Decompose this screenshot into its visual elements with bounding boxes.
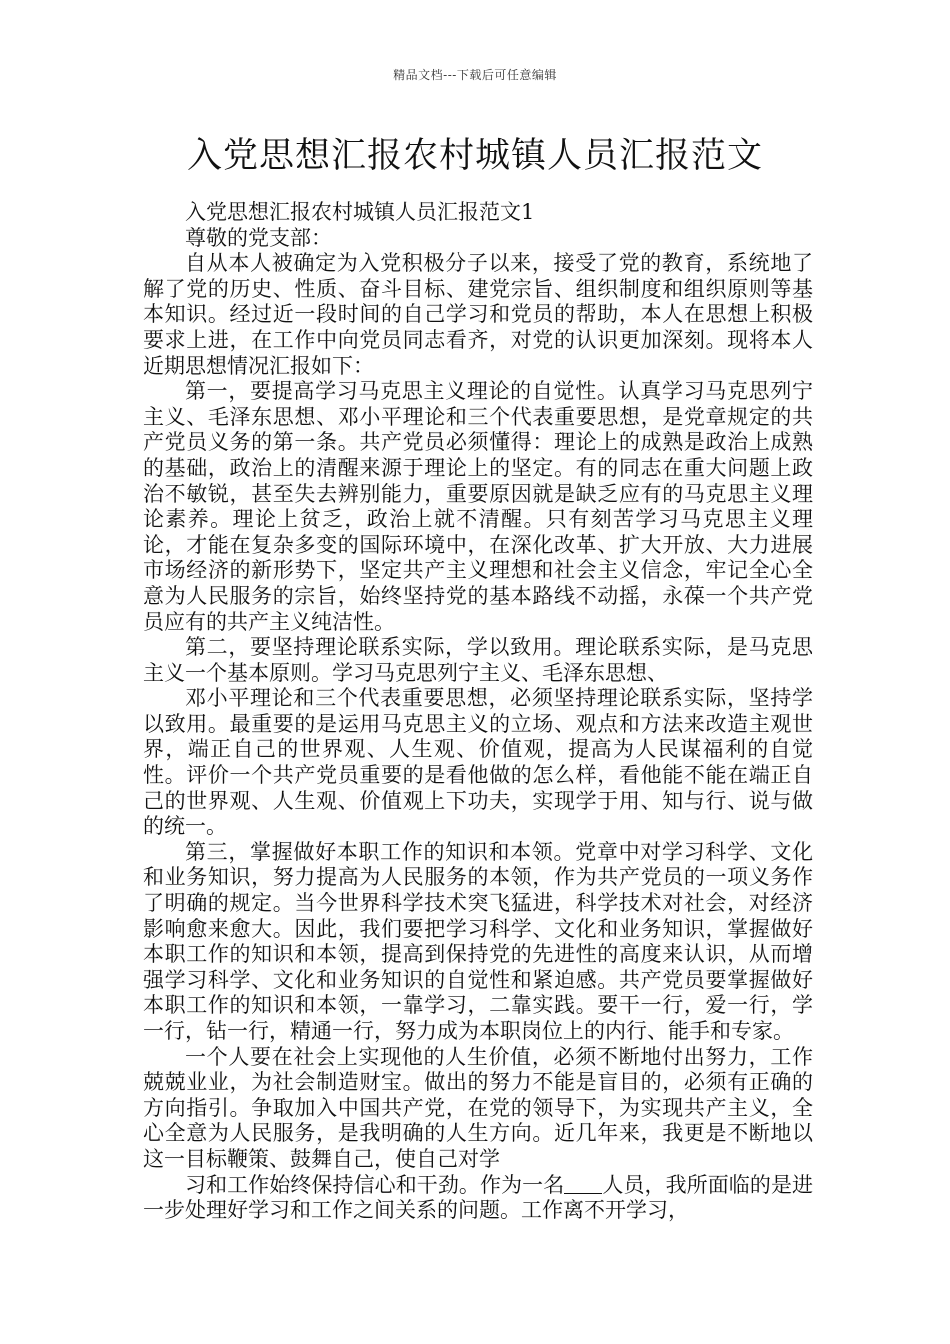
paragraph-fourth: 一个人要在社会上实现他的人生价值，必须不断地付出努力，工作兢兢业业，为社会制造财宝。做出的努力不能是盲目的，必须有正确的方向指引。争取加入中国共产党，在党的领导下，为实现共产主义，全心全意为人民服务，是我明确的人生方向。近几年来，我更是不断地以这一目标鞭策、鼓舞自己，使自己对学 [143, 1044, 813, 1171]
document-title: 入党思想汇报农村城镇人员汇报范文 [186, 136, 763, 176]
paragraph-fifth [143, 1173, 813, 1224]
paragraph-first: 第一，要提高学习马克思主义理论的自觉性。认真学习马克思列宁主义、毛泽东思想、邓小平理论和三个代表重要思想，是党章规定的共产党员义务的第一条。共产党员必须懂得：理论上的成熟是政治上成熟的基础，政治上的清醒来源于理论上的坚定。有的同志在重大问题上政治不敏锐，甚至失去辨别能力，重要原因就是缺乏应有的马克思主义理论素养。理论上贫乏，政治上就不清醒。只有刻苦学习马克思主义理论，才能在复杂多变的国际环境中，在深化改革、扩大开放、大力进展市场经济的新形势下，坚定共产主义理想和社会主义信念，牢记全心全意为人民服务的宗旨，始终坚持党的基本路线不动摇，永葆一个共产党员应有的共产主义纯洁性。 [143, 379, 813, 634]
paragraph-intro: 自从本人被确定为入党积极分子以来，接受了党的教育，系统地了解了党的历史、性质、奋斗目标、建党宗旨、组织制度和组织原则等基本知识。经过近一段时间的自己学习和党员的帮助，本人在思想上积极要求上进，在工作中向党员同志看齐，对党的认识更加深刻。现将本人近期思想情况汇报如下： [143, 251, 813, 378]
document-body [143, 200, 813, 1224]
paragraph-fifth-after: 人员，我所面临的是进一步处理好学习和工作之间关系的问题。工作离不开学习， [143, 1172, 814, 1223]
paragraph-second: 第二，要坚持理论联系实际，学以致用。理论联系实际，是马克思主义一个基本原则。学习马克思列宁主义、毛泽东思想、 [143, 635, 813, 685]
page-header-note: 精品文档---下载后可任意编辑 [393, 68, 557, 82]
salutation: 尊敬的党支部： [185, 225, 332, 250]
paragraph-third: 第三，掌握做好本职工作的知识和本领。党章中对学习科学、文化和业务知识，努力提高为人民服务的本领，作为共产党员的一项义务作了明确的规定。当今世界科学技术突飞猛进，科学技术对社会，对经济影响愈来愈大。因此，我们要把学习科学、文化和业务知识，掌握做好本职工作的知识和本领，提高到保持党的先进性的高度来认识，从而增强学习科学、文化和业务知识的自觉性和紧迫感。共产党员要掌握做好本职工作的知识和本领，一靠学习，二靠实践。要干一行，爱一行，学一行，钻一行，精通一行，努力成为本职岗位上的内行、能手和专家。 [143, 839, 813, 1043]
paragraph-fifth-before: 习和工作始终保持信心和干劲。作为一名 [185, 1172, 565, 1197]
document-subtitle: 入党思想汇报农村城镇人员汇报范文1 [185, 200, 535, 224]
fill-in-blank [564, 1175, 602, 1194]
paragraph-second-cont: 邓小平理论和三个代表重要思想，必须坚持理论联系实际，坚持学以致用。最重要的是运用马克思主义的立场、观点和方法来改造主观世界，端正自己的世界观、人生观、价值观，提高为人民谋福利的自觉性。评价一个共产党员重要的是看他做的怎么样，看他能不能在端正自己的世界观、人生观、价值观上下功夫，实现学于用、知与行、说与做的统一。 [143, 686, 813, 839]
